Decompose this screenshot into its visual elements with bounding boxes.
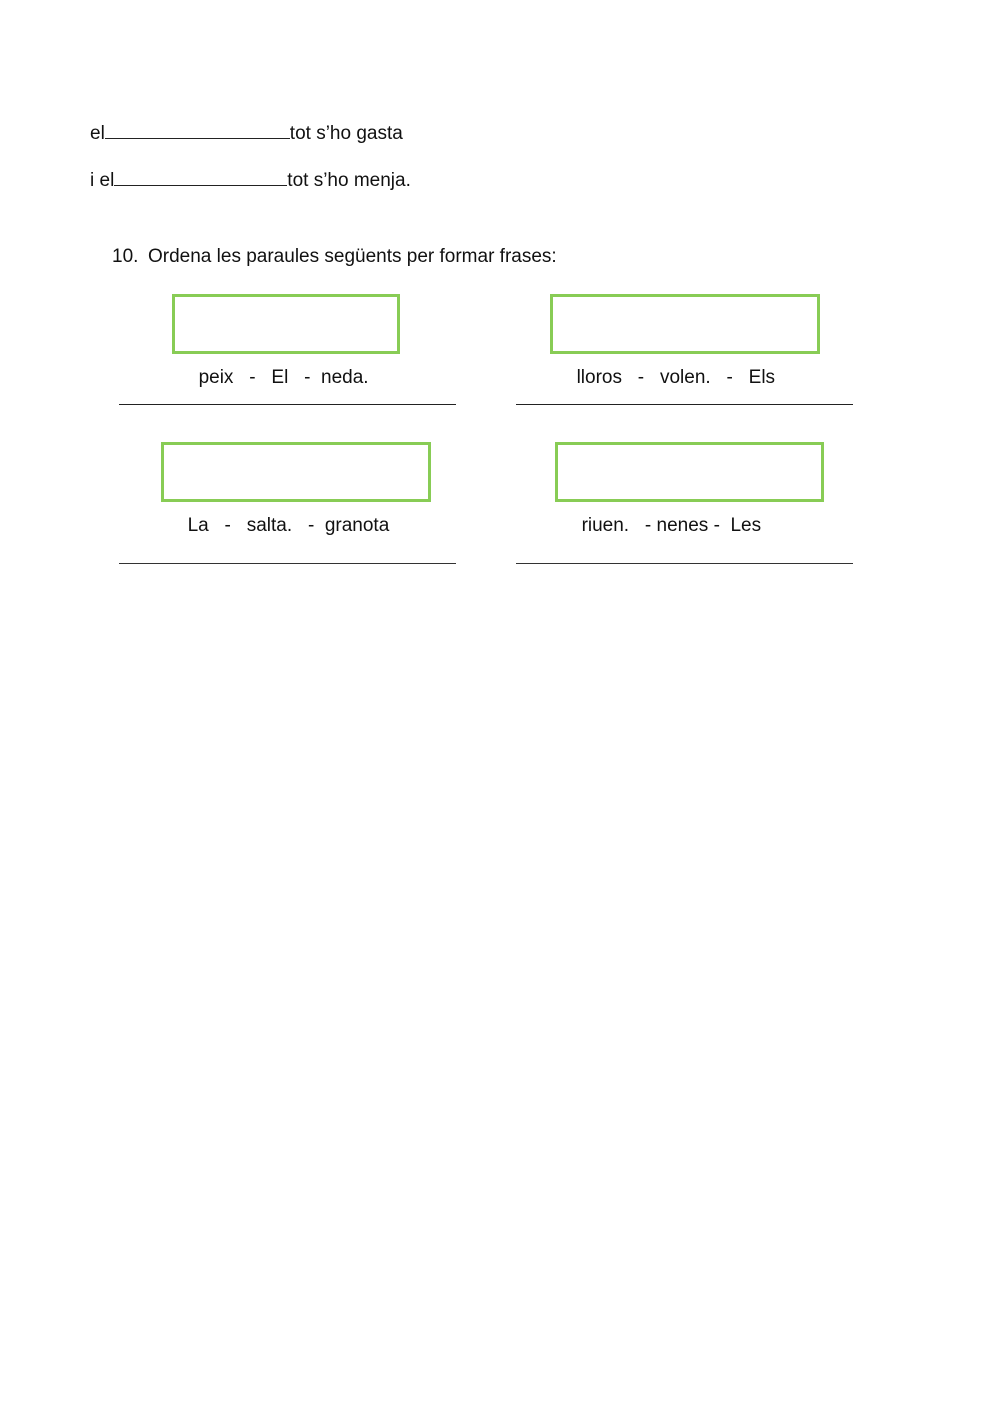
word-box-text: riuen. - nenes - Les bbox=[581, 515, 762, 536]
answer-line-1[interactable] bbox=[119, 404, 456, 405]
word-box-3 bbox=[161, 442, 431, 536]
word-box-1 bbox=[172, 294, 400, 388]
fill-in-suffix: tot s’ho gasta bbox=[289, 123, 403, 144]
word-box-text: peix - El - neda. bbox=[198, 367, 369, 388]
answer-line-4[interactable] bbox=[516, 563, 853, 564]
fill-in-prefix: el bbox=[90, 123, 105, 144]
question-10 bbox=[112, 246, 557, 268]
answer-line-3[interactable] bbox=[119, 563, 456, 564]
question-text: Ordena les paraules següents per formar frases: bbox=[148, 246, 557, 267]
word-box-text: lloros - volen. - Els bbox=[576, 367, 776, 388]
fill-in-line-2 bbox=[90, 169, 411, 192]
answer-line-2[interactable] bbox=[516, 404, 853, 405]
fill-in-line-1 bbox=[90, 122, 403, 145]
answer-blank[interactable] bbox=[105, 122, 290, 139]
word-box-4 bbox=[555, 442, 824, 536]
question-number: 10. bbox=[112, 246, 139, 267]
word-box-text: La - salta. - granota bbox=[187, 515, 390, 536]
word-box-2 bbox=[550, 294, 820, 388]
answer-blank[interactable] bbox=[114, 169, 287, 186]
fill-in-suffix: tot s’ho menja. bbox=[287, 170, 411, 191]
fill-in-prefix: i el bbox=[90, 170, 115, 191]
